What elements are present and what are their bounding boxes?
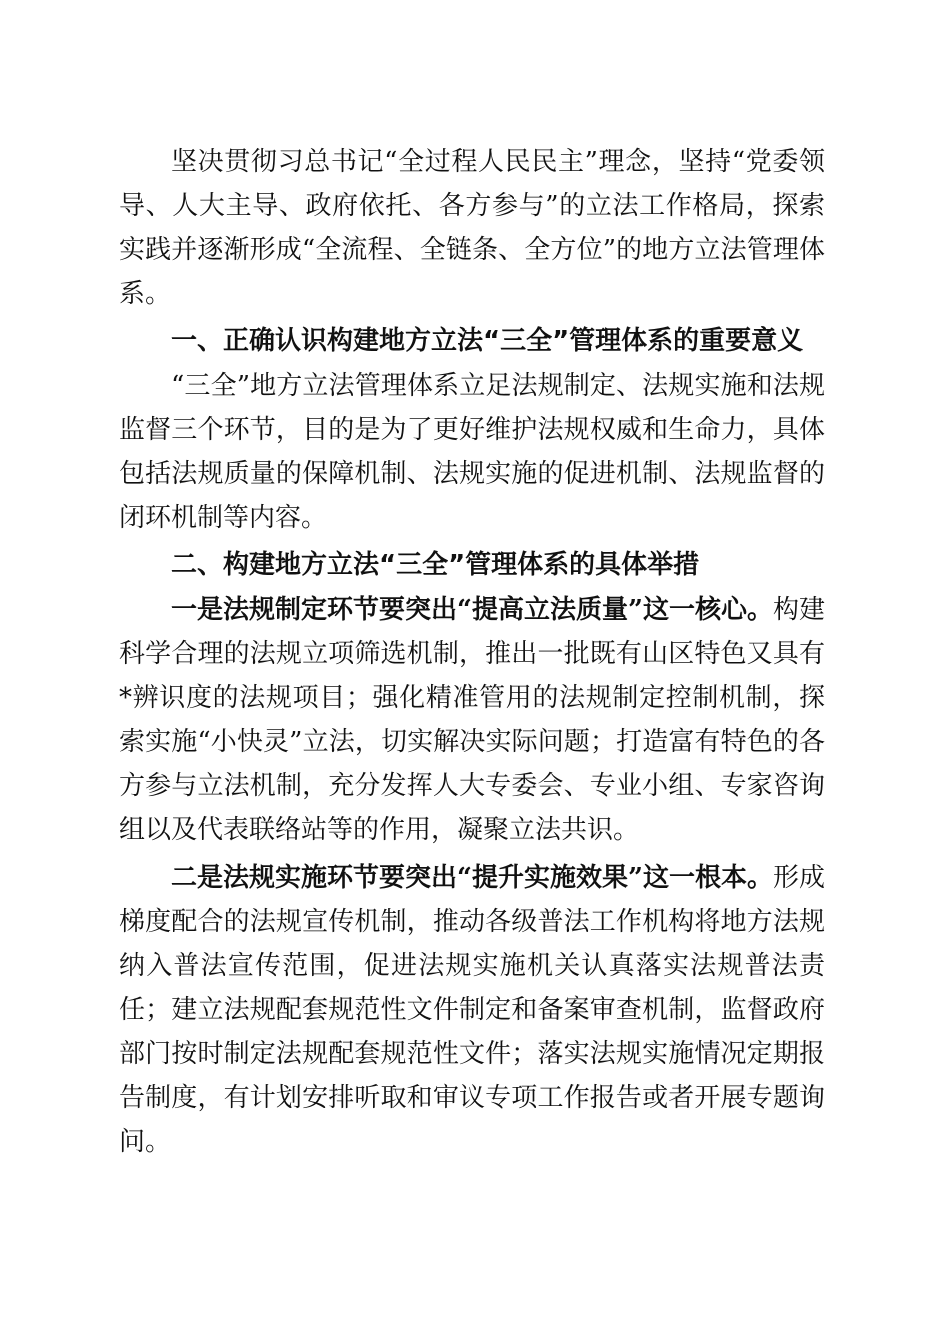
item-1-body: 构建科学合理的法规立项筛选机制，推出一批既有山区特色又具有*辨识度的法规项目；强化精准管用的法规制定控制机制，探索实施“小快灵”立法，切实解决实际问题；打造富有特色的各方参与立法机制，充分发挥人大专委会、专业小组、专家咨询组以及代表联络站等的作用，凝聚立法共识。	[119, 595, 825, 845]
item-1-lead: 一是法规制定环节要突出“提高立法质量”这一核心。	[171, 595, 773, 625]
section-1-paragraph: “三全”地方立法管理体系立足法规制定、法规实施和法规监督三个环节，目的是为了更好维护法规权威和生命力，具体包括法规质量的保障机制、法规实施的促进机制、法规监督的闭环机制等内容。	[119, 371, 825, 533]
item-2-lead: 二是法规实施环节要突出“提升实施效果”这一根本。	[171, 863, 773, 893]
intro-paragraph: 坚决贯彻习总书记“全过程人民民主”理念，坚持“党委领导、人大主导、政府依托、各方参与”的立法工作格局，探索实践并逐渐形成“全流程、全链条、全方位”的地方立法管理体系。	[119, 147, 825, 309]
section-1-heading: 一、正确认识构建地方立法“三全”管理体系的重要意义	[171, 326, 804, 356]
section-2-item-2-paragraph	[119, 856, 825, 1164]
section-2-item-1-paragraph	[119, 588, 825, 852]
section-2-heading: 二、构建地方立法“三全”管理体系的具体举措	[171, 550, 700, 580]
item-2-body: 形成梯度配合的法规宣传机制，推动各级普法工作机构将地方法规纳入普法宣传范围，促进法规实施机关认真落实法规普法责任；建立法规配套规范性文件制定和备案审查机制，监督政府部门按时制定法规配套规范性文件；落实法规实施情况定期报告制度，有计划安排听取和审议专项工作报告或者开展专题询问。	[119, 863, 825, 1157]
